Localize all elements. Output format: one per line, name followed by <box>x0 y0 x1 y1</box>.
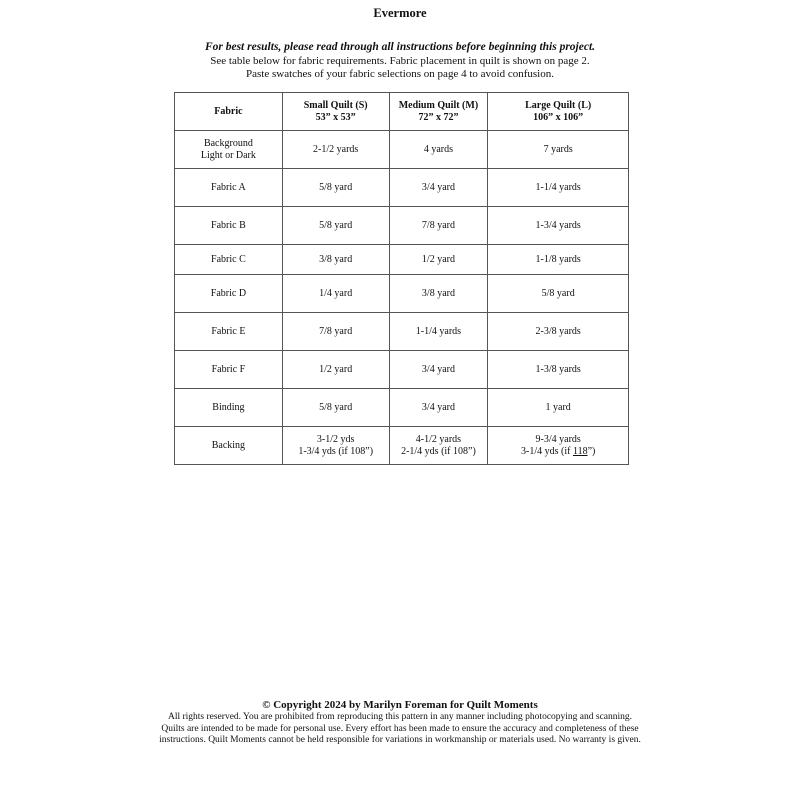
header-large-name: Large Quilt (L) <box>525 99 592 111</box>
large-cell: 5/8 yard <box>488 275 629 313</box>
large-line-1: 9-3/4 yards <box>535 433 581 445</box>
medium-line-1: 4-1/2 yards <box>415 433 462 445</box>
fabric-requirements-table <box>174 92 629 465</box>
large-line-2-underlined: 118 <box>572 445 588 457</box>
large-cell: 1 yard <box>488 389 629 427</box>
fabric-cell: Binding <box>175 389 283 427</box>
fabric-cell: Fabric A <box>175 169 283 207</box>
medium-cell: 4 yards <box>389 131 488 169</box>
large-cell: 7 yards <box>488 131 629 169</box>
fabric-name: Background <box>203 137 253 149</box>
footer-line-3: instructions. Quilt Moments cannot be held responsible for variations in workmanship or materials used. No warranty is given. <box>159 735 641 745</box>
header-medium-name: Medium Quilt (M) <box>398 99 479 111</box>
table-row <box>175 275 629 313</box>
header-medium <box>389 93 488 131</box>
header-fabric: Fabric <box>175 93 283 131</box>
header-small-name: Small Quilt (S) <box>303 99 368 111</box>
table-header-row <box>175 93 629 131</box>
large-cell: 1-3/8 yards <box>488 351 629 389</box>
large-cell: 1-1/8 yards <box>488 245 629 275</box>
header-large-size: 106” x 106” <box>533 111 584 123</box>
medium-line-2: 2-1/4 yds (if 108”) <box>401 445 476 457</box>
document-title: Evermore <box>373 6 427 20</box>
fabric-cell: Fabric F <box>175 351 283 389</box>
large-cell: 1-3/4 yards <box>488 207 629 245</box>
table-row <box>175 245 629 275</box>
large-cell <box>488 427 629 465</box>
intro-line-2: See table below for fabric requirements. Fabric placement in quilt is shown on page 2. <box>210 54 590 67</box>
small-cell: 5/8 yard <box>282 169 389 207</box>
medium-cell: 3/4 yard <box>389 169 488 207</box>
medium-cell: 1-1/4 yards <box>389 313 488 351</box>
small-cell: 2-1/2 yards <box>282 131 389 169</box>
header-small <box>282 93 389 131</box>
medium-cell: 3/8 yard <box>389 275 488 313</box>
fabric-cell: Fabric D <box>175 275 283 313</box>
small-line-2: 1-3/4 yds (if 108”) <box>298 445 374 457</box>
fabric-cell: Backing <box>175 427 283 465</box>
large-line-2 <box>492 446 624 458</box>
header-small-size: 53” x 53” <box>315 111 356 123</box>
copyright: © Copyright 2024 by Marilyn Foreman for Quilt Moments <box>262 699 538 711</box>
fabric-cell: Fabric B <box>175 207 283 245</box>
fabric-cell: Fabric E <box>175 313 283 351</box>
small-cell: 7/8 yard <box>282 313 389 351</box>
table-row <box>175 389 629 427</box>
small-cell: 5/8 yard <box>282 207 389 245</box>
small-line-1: 3-1/2 yds <box>316 433 355 445</box>
table-row <box>175 351 629 389</box>
table-row <box>175 207 629 245</box>
table-row <box>175 427 629 465</box>
footer <box>0 699 800 747</box>
table-row <box>175 169 629 207</box>
small-cell: 1/4 yard <box>282 275 389 313</box>
footer-line-1: All rights reserved. You are prohibited from reproducing this pattern in any manner including photocopying and scanning. <box>167 712 633 722</box>
large-cell: 2-3/8 yards <box>488 313 629 351</box>
fabric-cell: Fabric C <box>175 245 283 275</box>
header-large <box>488 93 629 131</box>
small-cell <box>282 427 389 465</box>
footer-line-2: Quilts are intended to be made for personal use. Every effort has been made to ensure the accuracy and completeness of these <box>161 723 639 734</box>
medium-cell: 3/4 yard <box>389 351 488 389</box>
large-line-2-prefix: 3-1/4 yds (if <box>520 445 573 457</box>
table-row <box>175 313 629 351</box>
small-cell: 1/2 yard <box>282 351 389 389</box>
medium-cell: 7/8 yard <box>389 207 488 245</box>
small-cell: 5/8 yard <box>282 389 389 427</box>
large-line-2-suffix: ”) <box>587 445 596 457</box>
intro-text <box>0 41 800 82</box>
small-cell: 3/8 yard <box>282 245 389 275</box>
medium-cell: 1/2 yard <box>389 245 488 275</box>
medium-cell <box>389 427 488 465</box>
intro-line-3: Paste swatches of your fabric selections on page 4 to avoid confusion. <box>246 68 554 80</box>
fabric-cell <box>175 131 283 169</box>
intro-bold-line: For best results, please read through all instructions before beginning this project. <box>204 41 596 53</box>
header-medium-size: 72” x 72” <box>418 111 459 123</box>
medium-cell: 3/4 yard <box>389 389 488 427</box>
table-row <box>175 131 629 169</box>
fabric-name-line-2: Light or Dark <box>200 149 256 161</box>
large-cell: 1-1/4 yards <box>488 169 629 207</box>
